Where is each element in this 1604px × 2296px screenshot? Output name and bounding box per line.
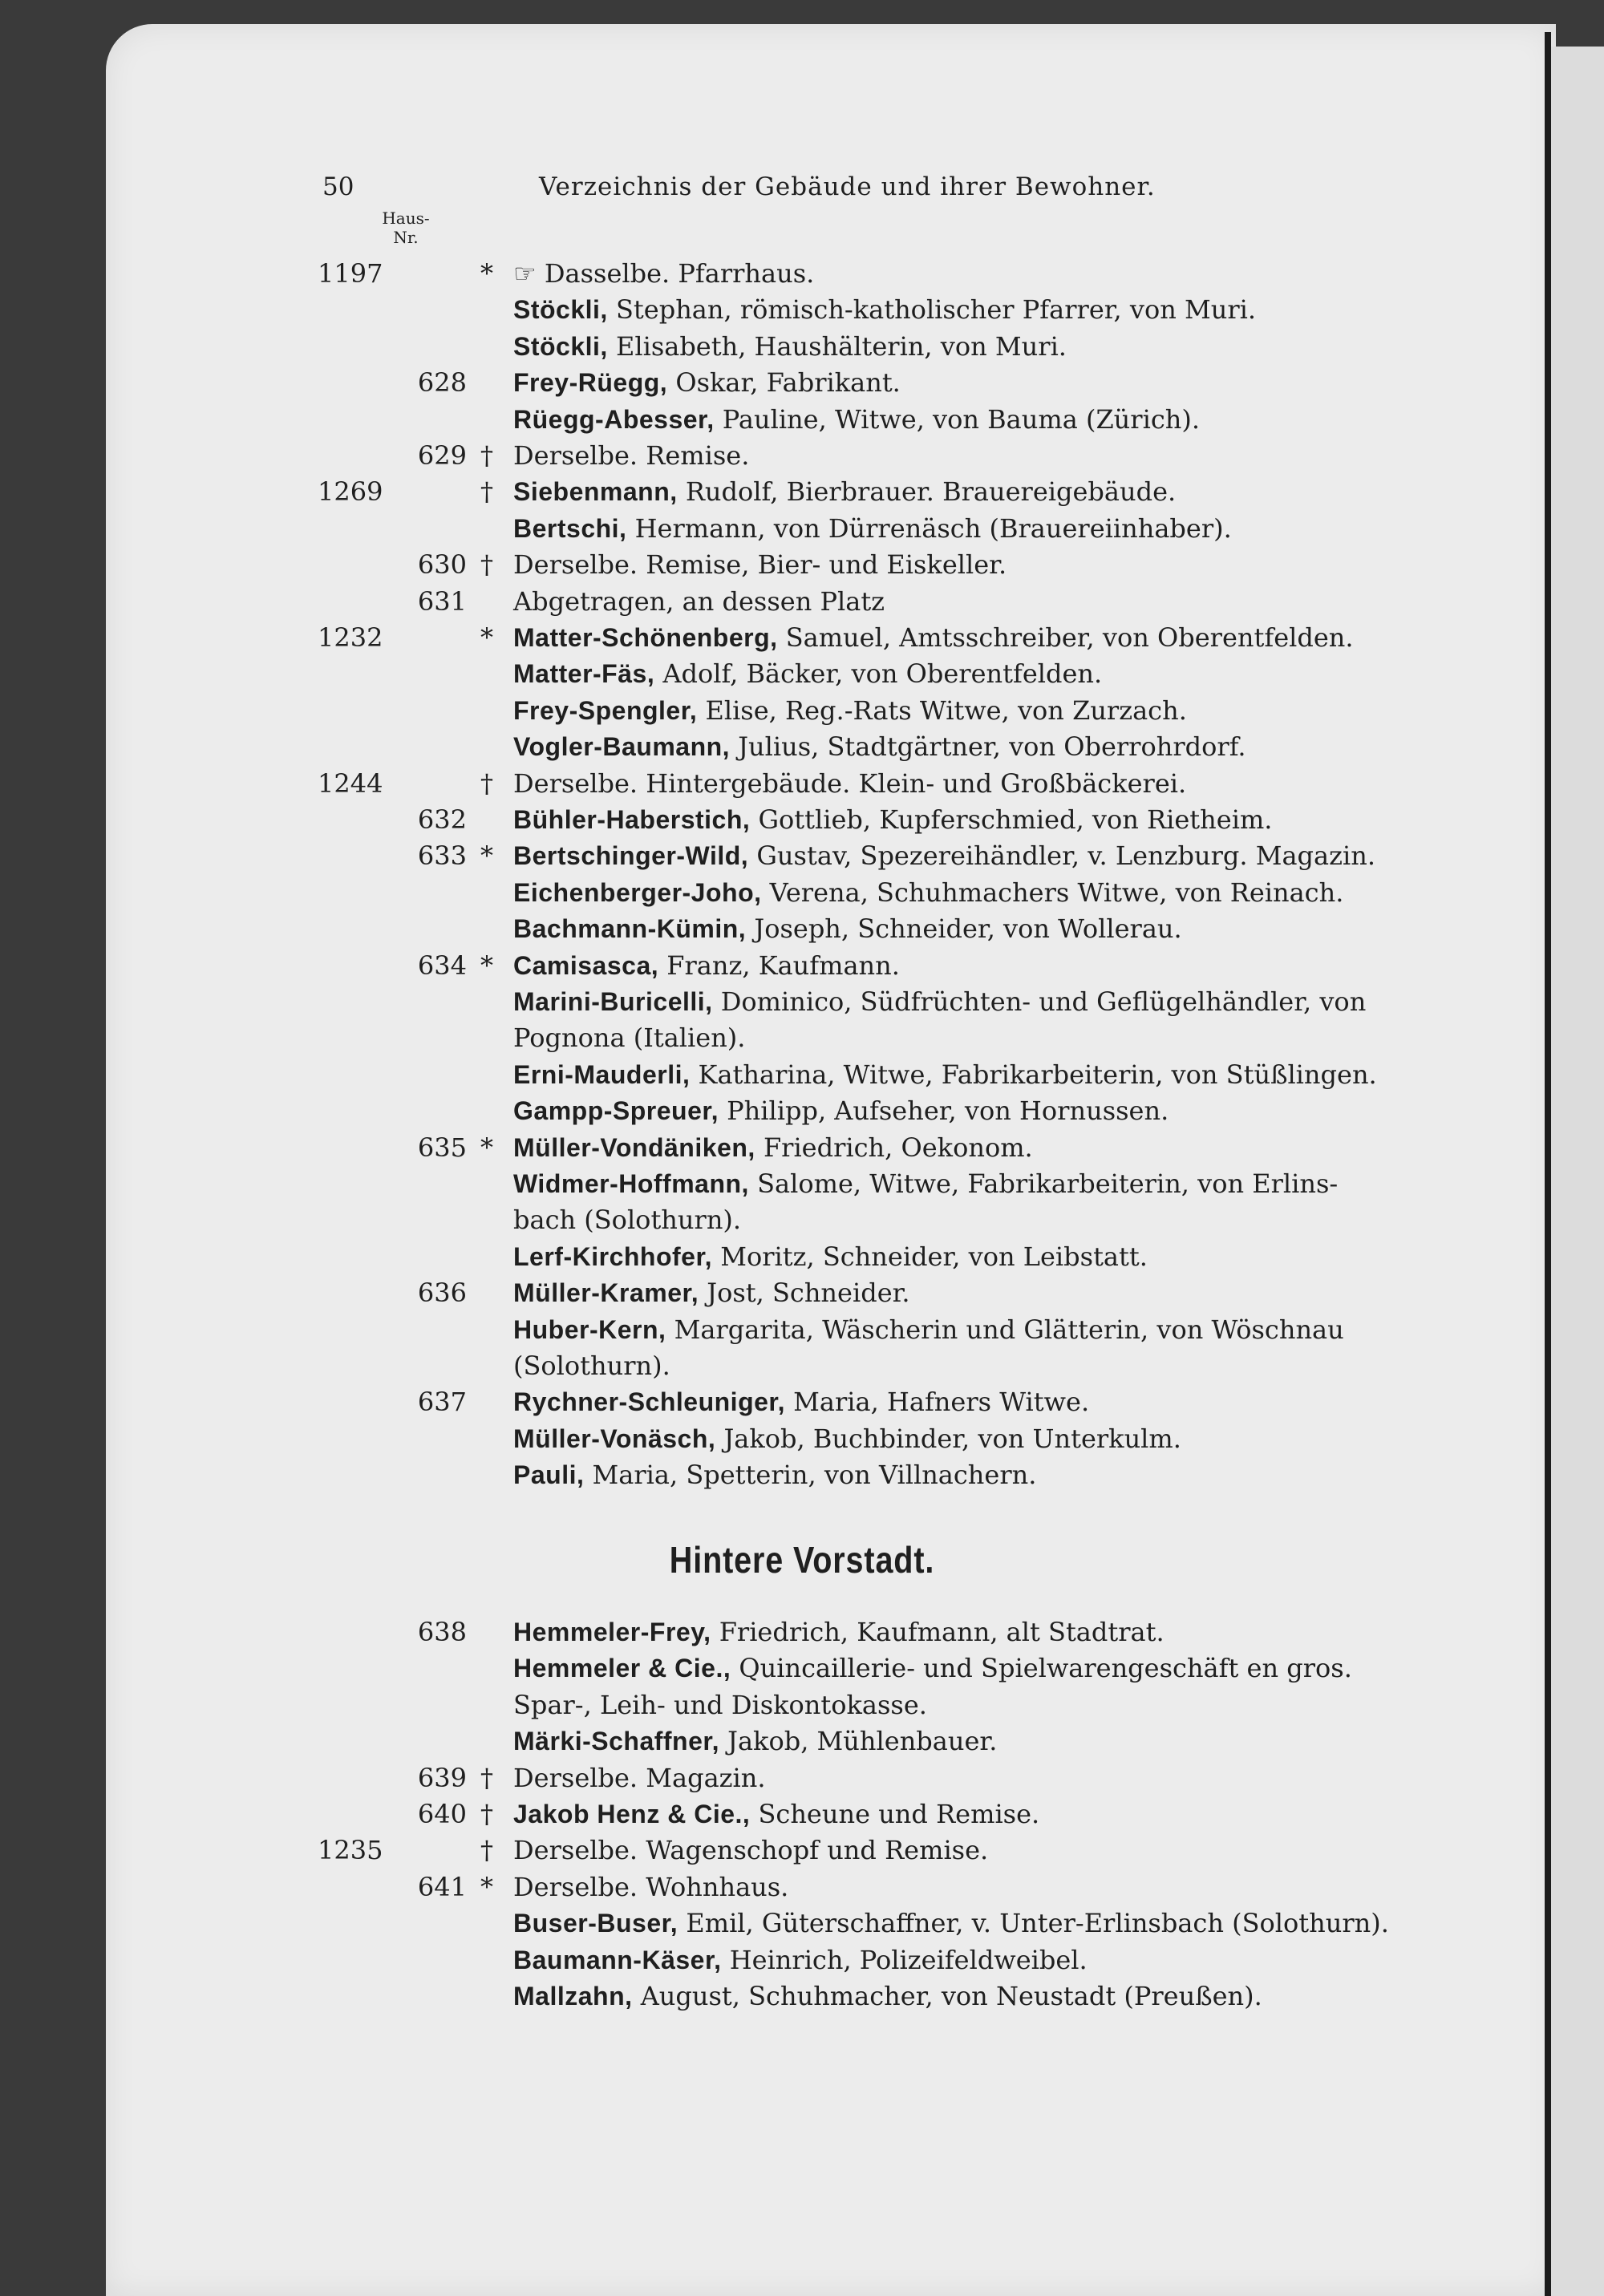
entry-text: Friedrich, Kaufmann, alt Stadtrat. (711, 1617, 1165, 1647)
entry-text: Heinrich, Polizeifeldweibel. (721, 1944, 1088, 1975)
entry-content (513, 1687, 927, 1723)
entry-text: Verena, Schuhmachers Witwe, von Reinach. (761, 877, 1344, 908)
entry-content (513, 1420, 1181, 1457)
entry-text: Dominico, Südfrüchten- und Geflügelhändler, von (712, 986, 1367, 1017)
resident-name: Müller-Vondäniken, (513, 1132, 755, 1162)
building-number: 632 (417, 804, 467, 835)
entry-content (513, 1905, 1389, 1942)
resident-name: Bühler-Haberstich, (513, 805, 751, 834)
entry-row (0, 1456, 1604, 1493)
entry-content (513, 364, 901, 401)
entry-row (0, 1614, 1604, 1650)
entry-content (513, 1129, 1033, 1166)
entry-content (513, 874, 1343, 911)
resident-name: Bertschinger-Wild, (513, 841, 749, 871)
entry-text: Hermann, von Dürrenäsch (Brauereiinhaber). (626, 512, 1232, 544)
entry-content (513, 1092, 1169, 1129)
entry-mark: † (480, 767, 493, 799)
entry-row (0, 1759, 1604, 1796)
entry-row (0, 473, 1604, 510)
entry-row (0, 1165, 1604, 1202)
entry-mark: † (480, 1762, 493, 1793)
resident-name: Rychner-Schleuniger, (513, 1387, 785, 1417)
entry-content (513, 510, 1232, 547)
entry-row (0, 1796, 1604, 1832)
entry-row (0, 1420, 1604, 1457)
entry-content (513, 1383, 1089, 1420)
entry-text: Derselbe. Wagenschopf und Remise. (513, 1835, 989, 1866)
entry-row (0, 1723, 1604, 1759)
resident-name: Stöckli, (513, 331, 608, 361)
entry-content (513, 1759, 766, 1796)
resident-name: Mallzahn, (513, 1982, 633, 2011)
haus-nr-label-line-2: Nr. (393, 228, 419, 247)
building-number: 628 (417, 367, 467, 399)
entry-text: Rudolf, Bierbrauer. Brauereigebäude. (677, 476, 1177, 508)
entry-row (0, 765, 1604, 802)
entry-mark: * (480, 840, 493, 872)
resident-name: Stöckli, (513, 295, 608, 325)
entry-text: Julius, Stadtgärtner, von Oberrohrdorf. (730, 731, 1246, 763)
entry-content (513, 328, 1067, 365)
entry-content (513, 1056, 1377, 1093)
entry-content (513, 1311, 1344, 1348)
entry-text: Friedrich, Oekonom. (755, 1132, 1033, 1163)
entry-row (0, 619, 1604, 656)
resident-name: Bachmann-Kümin, (513, 914, 747, 944)
entry-text: ☞ Dasselbe. Pfarrhaus. (513, 258, 815, 289)
entry-text: Pognona (Italien). (513, 1022, 746, 1054)
entry-text: Pauline, Witwe, von Bauma (Zürich). (714, 403, 1200, 435)
building-number: 631 (417, 585, 467, 617)
entry-content (513, 1201, 741, 1238)
entry-text: Spar-, Leih- und Diskontokasse. (513, 1689, 927, 1720)
resident-name: Buser-Buser, (513, 1909, 678, 1938)
resident-name: Matter-Schönenberg, (513, 623, 778, 652)
entry-row (0, 947, 1604, 984)
entry-row (0, 364, 1604, 401)
entry-content (513, 947, 900, 984)
resident-name: Hemmeler-Frey, (513, 1618, 711, 1646)
entry-row (0, 1056, 1604, 1093)
entry-mark: † (480, 476, 493, 508)
resident-name: Matter-Fäs, (513, 659, 655, 689)
entry-row (0, 583, 1604, 620)
entry-row (0, 983, 1604, 1020)
resident-name: Bertschi, (513, 513, 627, 543)
entry-text: Quincaillerie- und Spielwarengeschäft en gros. (731, 1653, 1352, 1684)
entry-text: Maria, Hafners Witwe. (784, 1387, 1090, 1418)
building-number: 634 (417, 950, 467, 981)
entry-content (513, 910, 1182, 947)
entry-text: Elisabeth, Haushälterin, von Muri. (607, 330, 1067, 362)
entry-content (513, 1274, 910, 1311)
haus-number: 1244 (318, 767, 383, 799)
resident-name: Müller-Vonäsch, (513, 1423, 716, 1453)
entry-text: Emil, Güterschaffner, v. Unter-Erlinsbach (Solothurn). (678, 1908, 1389, 1939)
entry-row (0, 1238, 1604, 1275)
entry-content (513, 692, 1187, 729)
entry-text: Elise, Reg.-Rats Witwe, von Zurzach. (697, 694, 1187, 726)
entry-mark: * (480, 1132, 493, 1163)
entry-content (513, 1832, 988, 1869)
entry-text: Margarita, Wäscherin und Glätterin, von Wöschnau (666, 1314, 1344, 1345)
resident-name: Camisasca, (513, 950, 659, 980)
entry-row (0, 1869, 1604, 1905)
resident-name: Hemmeler & Cie., (513, 1654, 731, 1683)
entry-text: Gustav, Spezereihändler, v. Lenzburg. Magazin. (748, 840, 1375, 872)
entry-mark: * (480, 622, 493, 653)
entry-content (513, 983, 1366, 1020)
entry-text: Gottlieb, Kupferschmied, von Rietheim. (750, 804, 1273, 835)
entry-content (513, 1456, 1036, 1493)
entry-mark: † (480, 1799, 493, 1829)
entry-mark: † (480, 549, 493, 581)
building-number: 629 (417, 440, 467, 471)
building-number: 641 (417, 1871, 467, 1902)
entry-text: Derselbe. Remise, Bier- und Eiskeller. (513, 549, 1007, 581)
entry-row (0, 692, 1604, 729)
entry-text: Oskar, Fabrikant. (667, 367, 901, 399)
entry-content (513, 655, 1102, 692)
entry-row (0, 1092, 1604, 1129)
resident-name: Frey-Rüegg, (513, 368, 668, 398)
entry-row (0, 1687, 1604, 1723)
resident-name: Jakob Henz & Cie., (513, 1800, 751, 1828)
resident-name: Eichenberger-Joho, (513, 877, 762, 907)
entry-content (513, 473, 1176, 510)
entry-row (0, 837, 1604, 874)
resident-name: Baumann-Käser, (513, 1945, 722, 1974)
haus-number: 1232 (318, 622, 383, 653)
entry-row (0, 801, 1604, 838)
resident-name: Pauli, (513, 1460, 585, 1490)
page-title: Verzeichnis der Gebäude und ihrer Bewohner. (539, 172, 1156, 201)
entry-text: bach (Solothurn). (513, 1205, 742, 1236)
entry-text: Scheune und Remise. (750, 1799, 1040, 1829)
entry-text: (Solothurn). (513, 1350, 670, 1381)
entry-content (513, 1614, 1165, 1650)
entry-content (513, 583, 885, 620)
entry-row (0, 437, 1604, 474)
entry-content (513, 728, 1246, 765)
building-number: 637 (417, 1387, 467, 1418)
entry-mark: † (480, 1835, 493, 1866)
entry-row (0, 1274, 1604, 1311)
entry-content (513, 291, 1256, 328)
resident-name: Vogler-Baumann, (513, 732, 731, 762)
resident-name: Märki-Schaffner, (513, 1727, 719, 1756)
entry-row (0, 1347, 1604, 1384)
entry-row (0, 874, 1604, 911)
entry-content (513, 1650, 1352, 1687)
entry-row (0, 1832, 1604, 1869)
section-heading: Hintere Vorstadt. (669, 1539, 935, 1581)
entry-content (513, 1347, 670, 1384)
entry-content (513, 1869, 788, 1905)
entry-text: Maria, Spetterin, von Villnachern. (584, 1460, 1037, 1491)
entry-text: Derselbe. Hintergebäude. Klein- und Großbäckerei. (513, 767, 1187, 799)
entry-row (0, 1311, 1604, 1348)
entry-text: Jost, Schneider. (699, 1278, 910, 1309)
haus-number: 1197 (318, 258, 383, 289)
entry-content (513, 1165, 1338, 1202)
entry-text: August, Schuhmacher, von Neustadt (Preußen). (632, 1981, 1262, 2011)
entry-row (0, 655, 1604, 692)
entry-text: Salome, Witwe, Fabrikarbeiterin, von Erlins- (748, 1168, 1339, 1199)
resident-name: Erni-Mauderli, (513, 1059, 691, 1089)
entry-content (513, 1796, 1039, 1832)
entry-row (0, 1129, 1604, 1166)
entry-text: Samuel, Amtsschreiber, von Oberentfelden. (777, 622, 1354, 653)
entry-text: Derselbe. Magazin. (513, 1762, 766, 1793)
building-number: 638 (417, 1617, 467, 1647)
entry-content (513, 765, 1186, 802)
resident-name: Siebenmann, (513, 477, 678, 507)
haus-number: 1269 (318, 476, 383, 508)
building-number: 639 (417, 1762, 467, 1793)
building-number: 640 (417, 1799, 467, 1829)
entry-row (0, 728, 1604, 765)
haus-nr-column-label (374, 209, 438, 247)
entry-row (0, 910, 1604, 947)
entry-row (0, 401, 1604, 438)
entry-text: Franz, Kaufmann. (658, 950, 900, 981)
entry-text: Moritz, Schneider, von Leibstatt. (712, 1241, 1148, 1272)
resident-name: Huber-Kern, (513, 1314, 666, 1344)
entry-mark: * (480, 950, 493, 981)
entry-content (513, 437, 749, 474)
entry-content (513, 1019, 745, 1056)
entry-content (513, 619, 1354, 656)
entry-content (513, 401, 1200, 438)
entry-text: Jakob, Mühlenbauer. (719, 1726, 998, 1757)
haus-number: 1235 (318, 1835, 383, 1866)
entry-content (513, 801, 1272, 838)
entry-row (0, 546, 1604, 583)
entry-text: Abgetragen, an dessen Platz (513, 585, 885, 617)
building-number: 633 (417, 840, 467, 872)
resident-name: Marini-Buricelli, (513, 987, 713, 1016)
resident-name: Gampp-Spreuer, (513, 1096, 719, 1126)
entry-mark: † (480, 440, 493, 471)
entry-text: Derselbe. Wohnhaus. (513, 1871, 789, 1902)
entry-row (0, 510, 1604, 547)
entry-text: Adolf, Bäcker, von Oberentfelden. (654, 658, 1103, 690)
haus-nr-label-line-1: Haus- (382, 209, 430, 228)
entry-text: Katharina, Witwe, Fabrikarbeiterin, von Stüßlingen. (690, 1059, 1377, 1090)
entry-text: Stephan, römisch-katholischer Pfarrer, von Muri. (607, 294, 1257, 326)
entry-content (513, 255, 814, 292)
entry-mark: * (480, 1871, 493, 1902)
entry-text: Derselbe. Remise. (513, 440, 750, 471)
entry-row (0, 1019, 1604, 1056)
building-number: 635 (417, 1132, 467, 1163)
entry-mark: * (480, 258, 493, 289)
entry-row (0, 1905, 1604, 1942)
entry-row (0, 255, 1604, 292)
entry-content (513, 1238, 1148, 1275)
page-number: 50 (322, 172, 354, 201)
resident-name: Lerf-Kirchhofer, (513, 1241, 713, 1271)
entry-row (0, 1383, 1604, 1420)
building-number: 636 (417, 1278, 467, 1309)
entry-content (513, 837, 1375, 874)
entry-row (0, 1650, 1604, 1687)
entry-text: Philipp, Aufseher, von Hornussen. (718, 1095, 1169, 1127)
entry-row (0, 328, 1604, 365)
resident-name: Rüegg-Abesser, (513, 404, 715, 434)
entry-text: Jakob, Buchbinder, von Unterkulm. (715, 1423, 1181, 1454)
entry-content (513, 1723, 997, 1759)
resident-name: Widmer-Hoffmann, (513, 1169, 749, 1198)
resident-name: Frey-Spengler, (513, 695, 698, 725)
entry-row (0, 291, 1604, 328)
entry-row (0, 1978, 1604, 2015)
entry-content (513, 1978, 1262, 2015)
resident-name: Müller-Kramer, (513, 1278, 699, 1308)
entry-row (0, 1942, 1604, 1978)
entry-content (513, 1942, 1088, 1978)
entry-text: Joseph, Schneider, von Wollerau. (746, 913, 1182, 945)
entry-content (513, 546, 1007, 583)
building-number: 630 (417, 549, 467, 581)
entry-row (0, 1201, 1604, 1238)
